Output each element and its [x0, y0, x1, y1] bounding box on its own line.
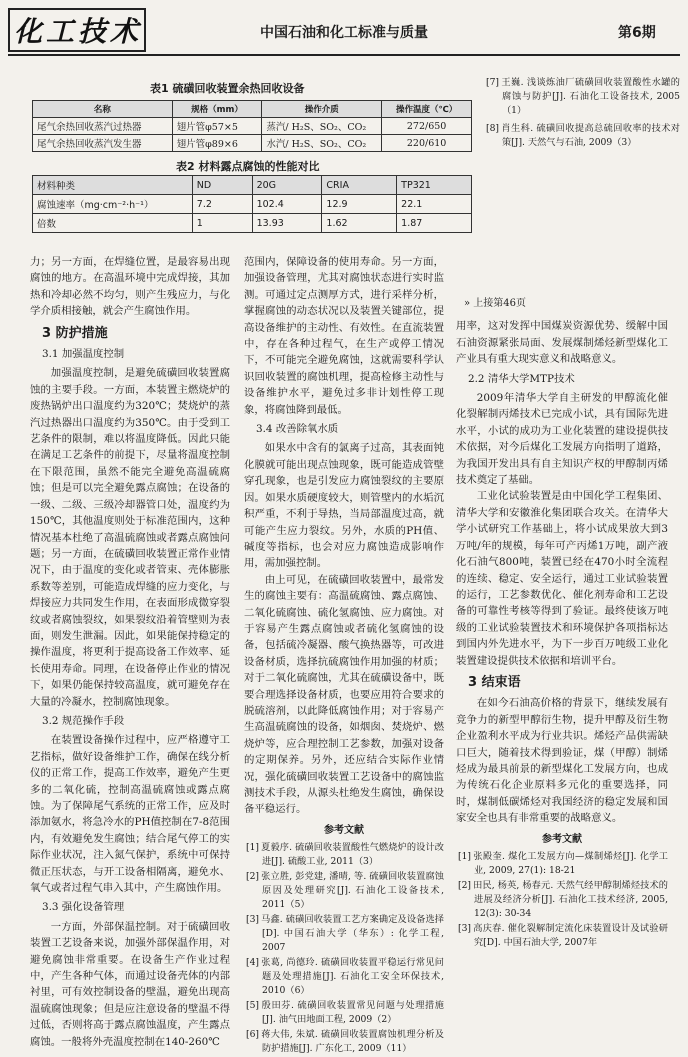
- reference-text: 张殿奎. 煤化工发展方向—煤制烯烃[J]. 化学工业, 2009, 27(1): 18-21: [473, 851, 668, 876]
- reference-text: 张葛, 尚德玲. 硫磺回收装置平稳运行常见问题及处理措施[J]. 石油化工安全环保技术, 2010（6）: [261, 957, 444, 997]
- table2-cell: 22.1: [397, 195, 472, 214]
- table-row: [33, 135, 472, 152]
- reference-text: 殷田芬. 硫磺回收装置常见问题与处理措施[J]. 油气田地面工程, 2009（2）: [261, 1000, 444, 1026]
- paragraph: 工业化试验装置是由中国化学工程集团、清华大学和安徽淮化集团联合攻关。在清华大学小试研究工作基础上，将小试成果放大到3万吨/年的规模，每年可产丙烯1万吨，副产液化石油气800吨，装置已经在470小时全流程的连续、稳定、安全运行，通过工业试验装置的运行，工艺参数优化、催化剂寿命和工艺设备的可靠性考核等得到了验证。最终使该万吨级的工业试验装置技术和环境保护各项指标达到国内外先进水平，为下一步百万吨级工业化装置建设提供技术依据和培训平台。: [456, 490, 668, 667]
- table2-cell: 1.87: [397, 214, 472, 233]
- reference-number: [1]: [246, 842, 260, 854]
- table1-cell: 尾气余热回收蒸汽过热器: [33, 118, 173, 135]
- reference-text: 高庆春. 催化裂解制定流化床装置设计及试验研究[D]. 中国石油大学, 2007年: [473, 923, 668, 948]
- reference-number: [3]: [246, 914, 260, 926]
- reference-text: 田民, 杨英, 杨春元. 天然气经甲醇制烯烃技术的进展及经济分析[J]. 石油化工技术经济, 2005, 12(3): 30-34: [473, 880, 668, 919]
- paragraph: 范围内，保障设备的使用寿命。另一方面，加强设备管理，尤其对腐蚀状态进行实时监测。可通过定点测厚方式，进行采样分析，掌握腐蚀的动态状况以及装置关键部位，提高设备维护的主动性、有效性。在直流装置中，存在各种过程气，在生产或停工情况下，不可能完全避免腐蚀，这就需要科学认识回收装置的腐蚀机理，提高检修主动性与设备维护水平，避免过多非计划性停工现象，将腐蚀降到最低。: [244, 256, 444, 416]
- table1-header: 操作温度（℃）: [382, 101, 472, 118]
- reference-number: [8]: [486, 123, 500, 134]
- reference-number: [5]: [246, 1000, 260, 1012]
- reference-item: [484, 122, 680, 150]
- table1-cell: 水汽/ H₂S、SO₂、CO₂: [262, 135, 382, 152]
- table2-cell: 20G: [252, 176, 322, 195]
- reference-number: [4]: [246, 957, 260, 969]
- table1-header: 规格（mm）: [172, 101, 262, 118]
- table2-cell: ND: [192, 176, 252, 195]
- table1-cell: 蒸汽/ H₂S、SO₂、CO₂: [262, 118, 382, 135]
- subsection-heading: 3.4 改善除氧水质: [256, 423, 339, 436]
- continuation-note: » 上接第46页: [464, 298, 527, 309]
- paragraph: 一方面，外部保温控制。对于硫磺回收装置工艺设备来说，加强外部保温作用，对避免腐蚀非常重要。在设备生产作业过程中，产生各种气体，而通过设备壳体的内部衬里，可有效控制设备的壁温，避免出现高温硫腐蚀现象；但是应注意设备的壁温不得过低，否则将高于露点腐蚀温度，产生露点腐蚀。一般将外壳温度控制在140-260℃: [30, 920, 230, 1048]
- reference-number: [2]: [246, 871, 260, 883]
- section-heading: 3 防护措施: [42, 325, 108, 341]
- table1-header: 操作介质: [262, 101, 382, 118]
- reference-item: [456, 879, 668, 921]
- table1-caption: 表1 硫磺回收装置余热回收设备: [150, 82, 305, 95]
- subsection-heading: 2.2 清华大学MTP技术: [468, 372, 575, 385]
- table2-cell: 材料种类: [33, 176, 193, 195]
- table1-cell: 272/650: [382, 118, 472, 135]
- subsection-heading: 3.3 强化设备管理: [42, 901, 125, 914]
- table2-cell: 102.4: [252, 195, 322, 214]
- reference-number: [2]: [458, 880, 472, 891]
- reference-text: 马鑫. 硫磺回收装置工艺方案确定及设备选择[D]. 中国石油大学（华东）: 化学工程, 2007: [261, 914, 444, 954]
- paragraph: 如果水中含有的氯离子过高，其表面钝化膜就可能出现点蚀现象，既可能造成管壁穿孔现象，也是引发应力腐蚀裂纹的主要原因。如果水质硬度较大，则管壁内的水垢沉积严重，不利于导热，当局部温度过高，就可能产生应力裂纹。另外，水质的PH值、碱度等指标，也会对应力腐蚀造成影响作用，需加强控制。: [244, 442, 444, 570]
- table2-cell: 腐蚀速率（mg·cm⁻²·h⁻¹）: [33, 195, 193, 214]
- table2-cell: CRIA: [322, 176, 397, 195]
- column-1: [30, 254, 230, 1050]
- paragraph: 由上可见，在硫磺回收装置中，最常发生的腐蚀主要有：高温硫腐蚀、露点腐蚀、二氧化硫腐蚀、硫化氢腐蚀、应力腐蚀。对于容易产生露点腐蚀或者硫化氢腐蚀的设备，包括硫冷凝器、酸气换热器等，可改进设备材质，选择抗硫腐蚀作用加强的材质；对于二氧化硫腐蚀，尤其在硫磺设备中，既要合理选择设备材质，也要应用符合要求的脱硫溶剂，以此降低腐蚀作用；对于容易产生高温硫腐蚀的设备，如烟囱、焚烧炉、燃烧炉等，应合理控制工艺参数，加强对设备的定期保养。另外，还应结合实际作业情况，强化硫磺回收装置工艺设备中的腐蚀监测技术手段，从源头杜绝发生腐蚀，确保设备平稳运行。: [244, 573, 444, 816]
- table-row: [33, 118, 472, 135]
- subsection-heading: 3.2 规范操作手段: [42, 714, 125, 727]
- table1: [32, 100, 472, 152]
- reference-item: [456, 850, 668, 878]
- paragraph: 在装置设备操作过程中，应严格遵守工艺指标，做好设备维护工作，确保在线分析仪的正常工作，提高工作效率，避免产生更多的二氧化硫，控制高温硫腐蚀或露点腐蚀。为了保障尾气系统的正常工作，应及时添加氨水，将急冷水的PH值控制在7-8范围内，有效避免发生腐蚀；结合尾气停工的实际作业状况，注入氮气保护，系统中可保持微正压状态，与开工设备相隔离，避免水、氧气或者过程气串入其中，产生腐蚀作用。: [30, 734, 230, 895]
- continued-references: [484, 76, 680, 151]
- reference-item: [484, 76, 680, 118]
- table2: [32, 175, 472, 233]
- paragraph: 力；另一方面，在焊缝位置，是最容易出现腐蚀的地方。在高温环境中完成焊接，其加热和冷却必然不均匀，则产生残应力，与化学介质相接触，就会产生腐蚀作用。: [30, 256, 230, 318]
- header-rule: [8, 54, 680, 56]
- journal-logo: 化工技术: [14, 15, 143, 48]
- table2-cell: 13.93: [252, 214, 322, 233]
- column-3: [456, 296, 668, 951]
- table-row: [33, 176, 472, 195]
- paragraph: 在如今石油高价格的背景下，继续发展有竞争力的新型甲醇衍生物，提升甲醇及衍生物企业盈利水平成为行业共识。烯烃产品供需缺口巨大，随着技术得到验证，煤（甲醇）制烯烃成为最具前景的新型煤化工发展方向，也成为传统石化企业原料多元化的重要选择，同时，煤制低碳烯烃对我国经济的稳定发展和国家安全也具有非常重要的战略意义。: [456, 697, 668, 825]
- table1-cell: 翅片管φ89×6: [172, 135, 262, 152]
- table-row: [33, 214, 472, 233]
- references-title: 参考文献: [542, 833, 582, 845]
- reference-item: [244, 841, 444, 869]
- reference-text: 夏毅序. 硫磺回收装置酸性气燃烧炉的设计改进[J]. 硫酸工业, 2011（3）: [261, 842, 444, 868]
- journal-title: 中国石油和化工标准与质量: [260, 25, 428, 41]
- table2-cell: TP321: [397, 176, 472, 195]
- column-2: [244, 254, 444, 1057]
- table1-header: 名称: [33, 101, 173, 118]
- reference-item: [244, 870, 444, 912]
- table1-cell: 翅片管φ57×5: [172, 118, 262, 135]
- table2-caption: 表2 材料露点腐蚀的性能对比: [176, 160, 320, 173]
- table1-header-row: [33, 101, 472, 118]
- paragraph: 加强温度控制，是避免硫磺回收装置腐蚀的主要手段。一方面，本装置主燃烧炉的废热锅炉出口温度约为320℃；焚烧炉的蒸汽过热器出口温度约为350℃。由于受到工艺条件的限制，难以将温度降低。因此只能在满足工艺条件的前提下，尽量将温度控制在下限范围，虽然不能完全避免高温硫腐蚀；但是可以完全避免露点腐蚀；在设备的一级、二级、三级冷却器管口处，温度约为150℃，其他温度则处于标准范围内，这种情况基本杜绝了高温硫腐蚀或者露点腐蚀问题；另一方面，在硫磺回收装置正常作业情况下，由于温度的变化或者管束、壳体膨胀系数等差别，可能造成焊缝的应力变化，与焊接应力共同发生作用，在表面形成微穿裂纹或者腐蚀裂纹，如果裂纹沿着管壁则为表面，则发生泄漏。因此，如果能保持稳定的操作温度，将更利于提高设备工作效率、延长使用寿命。同理，在设备停止作业的情况下，如果仍能保持较高温度，就可避免存在大量的冷凝水，控制腐蚀现象。: [30, 367, 230, 708]
- reference-item: [244, 999, 444, 1027]
- subsection-heading: 3.1 加强温度控制: [42, 348, 125, 361]
- issue-number: 第6期: [618, 25, 656, 41]
- reference-number: [1]: [458, 851, 472, 862]
- reference-number: [3]: [458, 923, 472, 934]
- reference-text: 张立胜, 彭党建, 潘晴, 等. 硫磺回收装置腐蚀原因及处理研究[J]. 石油化工设备技术, 2011（5）: [261, 871, 444, 911]
- section-heading: 3 结束语: [468, 674, 521, 690]
- page-header: [0, 0, 688, 58]
- reference-number: [7]: [486, 77, 500, 88]
- table1-cell: 尾气余热回收蒸汽发生器: [33, 135, 173, 152]
- table2-cell: 7.2: [192, 195, 252, 214]
- reference-item: [244, 956, 444, 998]
- table1-cell: 220/610: [382, 135, 472, 152]
- references-title: 参考文献: [324, 824, 364, 836]
- table2-cell: 12.9: [322, 195, 397, 214]
- reference-item: [456, 922, 668, 950]
- reference-number: [6]: [246, 1029, 260, 1041]
- reference-text: 王巍. 浅谈炼油厂硫磺回收装置酸性水罐的腐蚀与防护[J]. 石油化工设备技术, 2005（1）: [501, 77, 680, 116]
- reference-item: [244, 1028, 444, 1056]
- reference-text: 肖生科. 硫磺回收提高总硫回收率的技术对策[J]. 天然气与石油, 2009（3）: [501, 123, 680, 148]
- table2-cell: 1.62: [322, 214, 397, 233]
- table2-cell: 倍数: [33, 214, 193, 233]
- reference-item: [244, 913, 444, 955]
- paragraph: 2009年清华大学自主研发的甲醇流化催化裂解制丙烯技术已完成小试，具有国际先进水平，小试的成功为工业化装置的建设提供技术依据，对今后煤化工发展方向指明了道路，为我国开发出具有自主知识产权的甲醇制丙烯技术奠定了基础。: [456, 392, 668, 487]
- table-row: [33, 195, 472, 214]
- reference-text: 蒋大伟, 朱斌. 硫磺回收装置腐蚀机理分析及防护措施[J]. 广东化工, 2009（11）: [261, 1029, 444, 1055]
- table2-cell: 1: [192, 214, 252, 233]
- paragraph: 用率，这对发挥中国煤炭资源优势、缓解中国石油资源紧张局面、发展煤制烯烃新型煤化工产业具有重大现实意义和战略意义。: [456, 320, 668, 366]
